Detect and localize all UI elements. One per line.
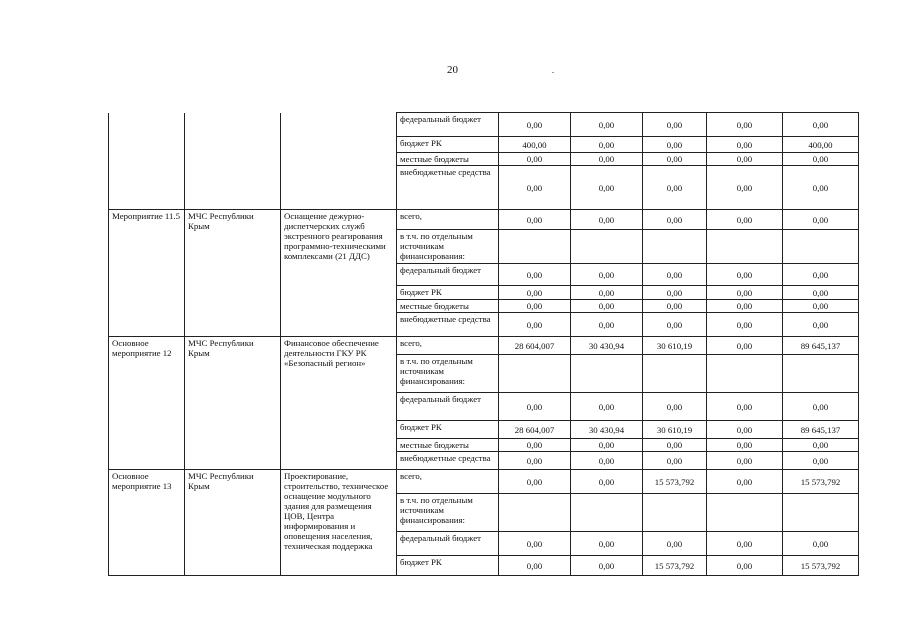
amount-cell: 0,00	[707, 166, 783, 210]
executor-cell: МЧС Республики Крым	[185, 210, 281, 337]
page-number: 20	[447, 64, 458, 76]
funding-source-cell: всего,	[397, 210, 499, 230]
amount-cell: 0,00	[571, 113, 643, 137]
amount-cell: 0,00	[499, 452, 571, 470]
amount-cell: 0,00	[571, 264, 643, 286]
amount-cell: 400,00	[499, 137, 571, 153]
amount-cell: 0,00	[643, 286, 707, 300]
funding-source-cell: бюджет РК	[397, 556, 499, 576]
amount-cell: 0,00	[783, 393, 859, 421]
amount-cell: 0,00	[783, 264, 859, 286]
executor-cell: МЧС Республики Крым	[185, 470, 281, 576]
amount-cell: 0,00	[707, 210, 783, 230]
amount-cell: 0,00	[707, 393, 783, 421]
funding-source-cell: бюджет РК	[397, 137, 499, 153]
amount-cell: 15 573,792	[783, 470, 859, 494]
funding-source-cell: местные бюджеты	[397, 439, 499, 452]
amount-cell: 0,00	[707, 313, 783, 337]
amount-cell: 0,00	[783, 313, 859, 337]
amount-cell: 0,00	[571, 470, 643, 494]
funding-source-cell: федеральный бюджет	[397, 393, 499, 421]
amount-cell: 0,00	[499, 470, 571, 494]
amount-cell: 0,00	[571, 286, 643, 300]
amount-cell: 0,00	[643, 532, 707, 556]
amount-cell: 0,00	[707, 470, 783, 494]
amount-cell: 28 604,007	[499, 421, 571, 439]
amount-cell	[707, 230, 783, 264]
amount-cell: 0,00	[499, 166, 571, 210]
amount-cell	[571, 230, 643, 264]
amount-cell: 0,00	[571, 300, 643, 313]
amount-cell: 0,00	[783, 153, 859, 166]
funding-source-cell: в т.ч. по отдельным источникам финансирования:	[397, 355, 499, 393]
funding-source-cell: местные бюджеты	[397, 153, 499, 166]
amount-cell	[783, 230, 859, 264]
table-row	[109, 113, 859, 137]
amount-cell: 0,00	[707, 137, 783, 153]
description-cell: Финансовое обеспечение деятельности ГКУ РК «Безопасный регион»	[281, 337, 397, 470]
amount-cell	[783, 494, 859, 532]
amount-cell: 30 610,19	[643, 337, 707, 355]
amount-cell: 0,00	[499, 113, 571, 137]
amount-cell: 30 430,94	[571, 337, 643, 355]
amount-cell: 28 604,007	[499, 337, 571, 355]
amount-cell: 0,00	[571, 166, 643, 210]
amount-cell: 0,00	[783, 286, 859, 300]
amount-cell: 15 573,792	[643, 470, 707, 494]
amount-cell: 0,00	[643, 264, 707, 286]
amount-cell: 0,00	[571, 137, 643, 153]
amount-cell	[643, 230, 707, 264]
amount-cell: 0,00	[499, 556, 571, 576]
amount-cell: 0,00	[707, 439, 783, 452]
amount-cell: 0,00	[571, 439, 643, 452]
funding-source-cell: всего,	[397, 470, 499, 494]
amount-cell: 0,00	[707, 532, 783, 556]
amount-cell: 0,00	[783, 300, 859, 313]
amount-cell	[499, 355, 571, 393]
amount-cell: 0,00	[783, 166, 859, 210]
funding-source-cell: внебюджетные средства	[397, 313, 499, 337]
funding-source-cell: федеральный бюджет	[397, 264, 499, 286]
table-row	[109, 470, 859, 494]
amount-cell: 0,00	[707, 452, 783, 470]
amount-cell	[571, 494, 643, 532]
amount-cell: 15 573,792	[643, 556, 707, 576]
scan-speck	[552, 72, 554, 73]
amount-cell: 0,00	[707, 113, 783, 137]
amount-cell: 0,00	[783, 210, 859, 230]
amount-cell: 400,00	[783, 137, 859, 153]
funding-source-cell: федеральный бюджет	[397, 532, 499, 556]
amount-cell: 0,00	[783, 532, 859, 556]
amount-cell: 0,00	[571, 452, 643, 470]
amount-cell: 0,00	[643, 166, 707, 210]
amount-cell: 0,00	[499, 210, 571, 230]
amount-cell: 0,00	[571, 532, 643, 556]
budget-table	[108, 112, 859, 576]
amount-cell: 0,00	[499, 300, 571, 313]
table-row	[109, 210, 859, 230]
description-cell: Проектирование, строительство, техническое оснащение модульного здания для размещения ЦОВ, Центра информирования и оповещения населения, техническая поддержка	[281, 470, 397, 576]
funding-source-cell: всего,	[397, 337, 499, 355]
amount-cell: 0,00	[571, 393, 643, 421]
amount-cell: 0,00	[707, 264, 783, 286]
amount-cell: 0,00	[707, 337, 783, 355]
amount-cell	[783, 355, 859, 393]
amount-cell: 0,00	[707, 153, 783, 166]
amount-cell: 0,00	[783, 439, 859, 452]
amount-cell: 0,00	[707, 286, 783, 300]
event-cell	[109, 113, 185, 210]
amount-cell	[499, 494, 571, 532]
amount-cell	[643, 494, 707, 532]
amount-cell: 0,00	[571, 153, 643, 166]
funding-source-cell: бюджет РК	[397, 286, 499, 300]
amount-cell: 0,00	[643, 153, 707, 166]
amount-cell: 0,00	[499, 153, 571, 166]
amount-cell: 0,00	[499, 313, 571, 337]
amount-cell: 0,00	[707, 556, 783, 576]
amount-cell	[571, 355, 643, 393]
table-row	[109, 337, 859, 355]
executor-cell: МЧС Республики Крым	[185, 337, 281, 470]
amount-cell: 0,00	[643, 300, 707, 313]
amount-cell: 0,00	[707, 300, 783, 313]
amount-cell: 0,00	[643, 113, 707, 137]
amount-cell: 30 430,94	[571, 421, 643, 439]
amount-cell: 0,00	[499, 393, 571, 421]
funding-source-cell: федеральный бюджет	[397, 113, 499, 137]
event-cell: Основное мероприятие 13	[109, 470, 185, 576]
executor-cell	[185, 113, 281, 210]
amount-cell: 0,00	[499, 286, 571, 300]
description-cell: Оснащение дежурно-диспетчерских служб экстренного реагирования программно-техническими комплексами (21 ДДС)	[281, 210, 397, 337]
event-cell: Мероприятие 11.5	[109, 210, 185, 337]
amount-cell: 0,00	[783, 452, 859, 470]
funding-source-cell: бюджет РК	[397, 421, 499, 439]
amount-cell: 0,00	[499, 264, 571, 286]
amount-cell: 89 645,137	[783, 421, 859, 439]
funding-source-cell: в т.ч. по отдельным источникам финансирования:	[397, 230, 499, 264]
amount-cell: 0,00	[643, 210, 707, 230]
amount-cell	[499, 230, 571, 264]
funding-source-cell: внебюджетные средства	[397, 166, 499, 210]
amount-cell: 0,00	[783, 113, 859, 137]
amount-cell	[707, 355, 783, 393]
funding-source-cell: в т.ч. по отдельным источникам финансирования:	[397, 494, 499, 532]
amount-cell: 0,00	[571, 210, 643, 230]
event-cell: Основное мероприятие 12	[109, 337, 185, 470]
amount-cell: 0,00	[643, 452, 707, 470]
amount-cell	[643, 355, 707, 393]
funding-source-cell: местные бюджеты	[397, 300, 499, 313]
amount-cell: 0,00	[499, 439, 571, 452]
amount-cell: 0,00	[643, 439, 707, 452]
amount-cell: 0,00	[643, 313, 707, 337]
amount-cell: 0,00	[643, 137, 707, 153]
amount-cell: 0,00	[571, 313, 643, 337]
amount-cell: 30 610,19	[643, 421, 707, 439]
amount-cell: 89 645,137	[783, 337, 859, 355]
amount-cell	[707, 494, 783, 532]
amount-cell: 0,00	[707, 421, 783, 439]
funding-source-cell: внебюджетные средства	[397, 452, 499, 470]
amount-cell: 0,00	[571, 556, 643, 576]
amount-cell: 15 573,792	[783, 556, 859, 576]
amount-cell: 0,00	[499, 532, 571, 556]
amount-cell: 0,00	[643, 393, 707, 421]
budget-table-body	[109, 113, 859, 576]
description-cell	[281, 113, 397, 210]
